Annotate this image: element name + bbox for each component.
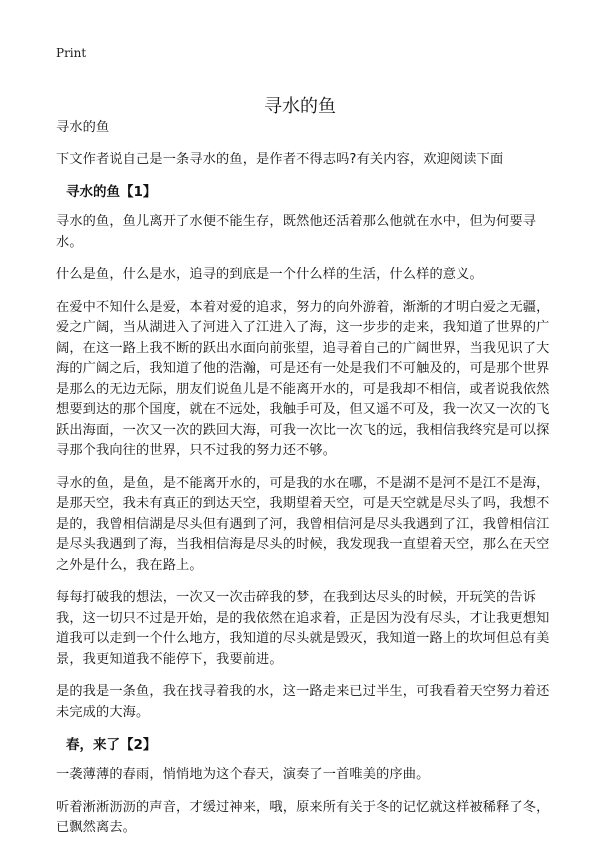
print-link[interactable]: Print <box>56 46 87 60</box>
paragraph: 什么是鱼，什么是水，追寻的到底是一个什么样的生活，什么样的意义。 <box>56 267 483 282</box>
article-intro: 下文作者说自己是一条寻水的鱼，是作者不得志吗?有关内容，欢迎阅读下面 <box>56 151 504 167</box>
article-body <box>56 118 551 851</box>
article-subtitle: 寻水的鱼 <box>56 120 110 135</box>
paragraph: 每每打破我的想法，一次又一次击碎我的梦，在我到达尽头的时候，开玩笑的告诉我，这一切只不过是开始，是的我依然在追求着，正是因为没有尽头，才让我更想知道我可以走到一个什么地方，我知道的尽头就是毁灭，我知道一路上的坎坷但总有美景，我更知道我不能停下，我要前进。 <box>56 590 550 667</box>
paragraph: 一袭薄薄的春雨，悄悄地为这个春天，演奏了一首唯美的序曲。 <box>56 767 430 782</box>
paragraph: 听着淅淅沥沥的声音，才缓过神来，哦，原来所有关于冬的记忆就这样被稀释了冬，已飘然离去。 <box>56 799 550 835</box>
section-heading-1: 寻水的鱼【1】 <box>66 184 157 200</box>
paragraph: 寻水的鱼，鱼儿离开了水便不能生存，既然他还活着那么他就在水中，但为何要寻水。 <box>56 214 537 250</box>
page-title: 寻水的鱼 <box>264 96 336 118</box>
paragraph: 是的我是一条鱼，我在找寻着我的水，这一路走来已过半生，可我看着天空努力着还未完成的大海。 <box>56 684 550 720</box>
paragraph: 在爱中不知什么是爱，本着对爱的追求，努力的向外游着，渐渐的才明白爱之无疆，爱之广阔，当从湖进入了河进入了江进入了海，这一步步的走来，我知道了世界的广阔，在这一路上我不断的跃出水面向前张望，追寻着自己的广阔世界，当我见识了大海的广阔之后，我知道了他的浩瀚，可是还有一处是我们不可触及的，可是那个世界是那么的无边无际，朋友们说鱼儿是不能离开水的，可是我却不相信，或者说我依然想要到达的那个国度，就在不远处，我触手可及，但又遥不可及，我一次又一次的飞跃出海面，一次又一次的跌回大海，可我一次比一次飞的远，我相信我终究是可以探寻那个我向往的世界，只不过我的努力还不够。 <box>56 299 550 458</box>
section-heading-2: 春，来了【2】 <box>66 737 157 753</box>
paragraph: 寻水的鱼，是鱼，是不能离开水的，可是我的水在哪，不是湖不是河不是江不是海，是那天空，我未有真正的到达天空，我期望着天空，可是天空就是尽头了吗，我想不是的，我曾相信湖是尽头但有遇到了河，我曾相信河是尽头我遇到了江，我曾相信江是尽头我遇到了海，当我相信海是尽头的时候，我发现我一直望着天空，那么在天空之外是什么，我在路上。 <box>56 475 550 573</box>
